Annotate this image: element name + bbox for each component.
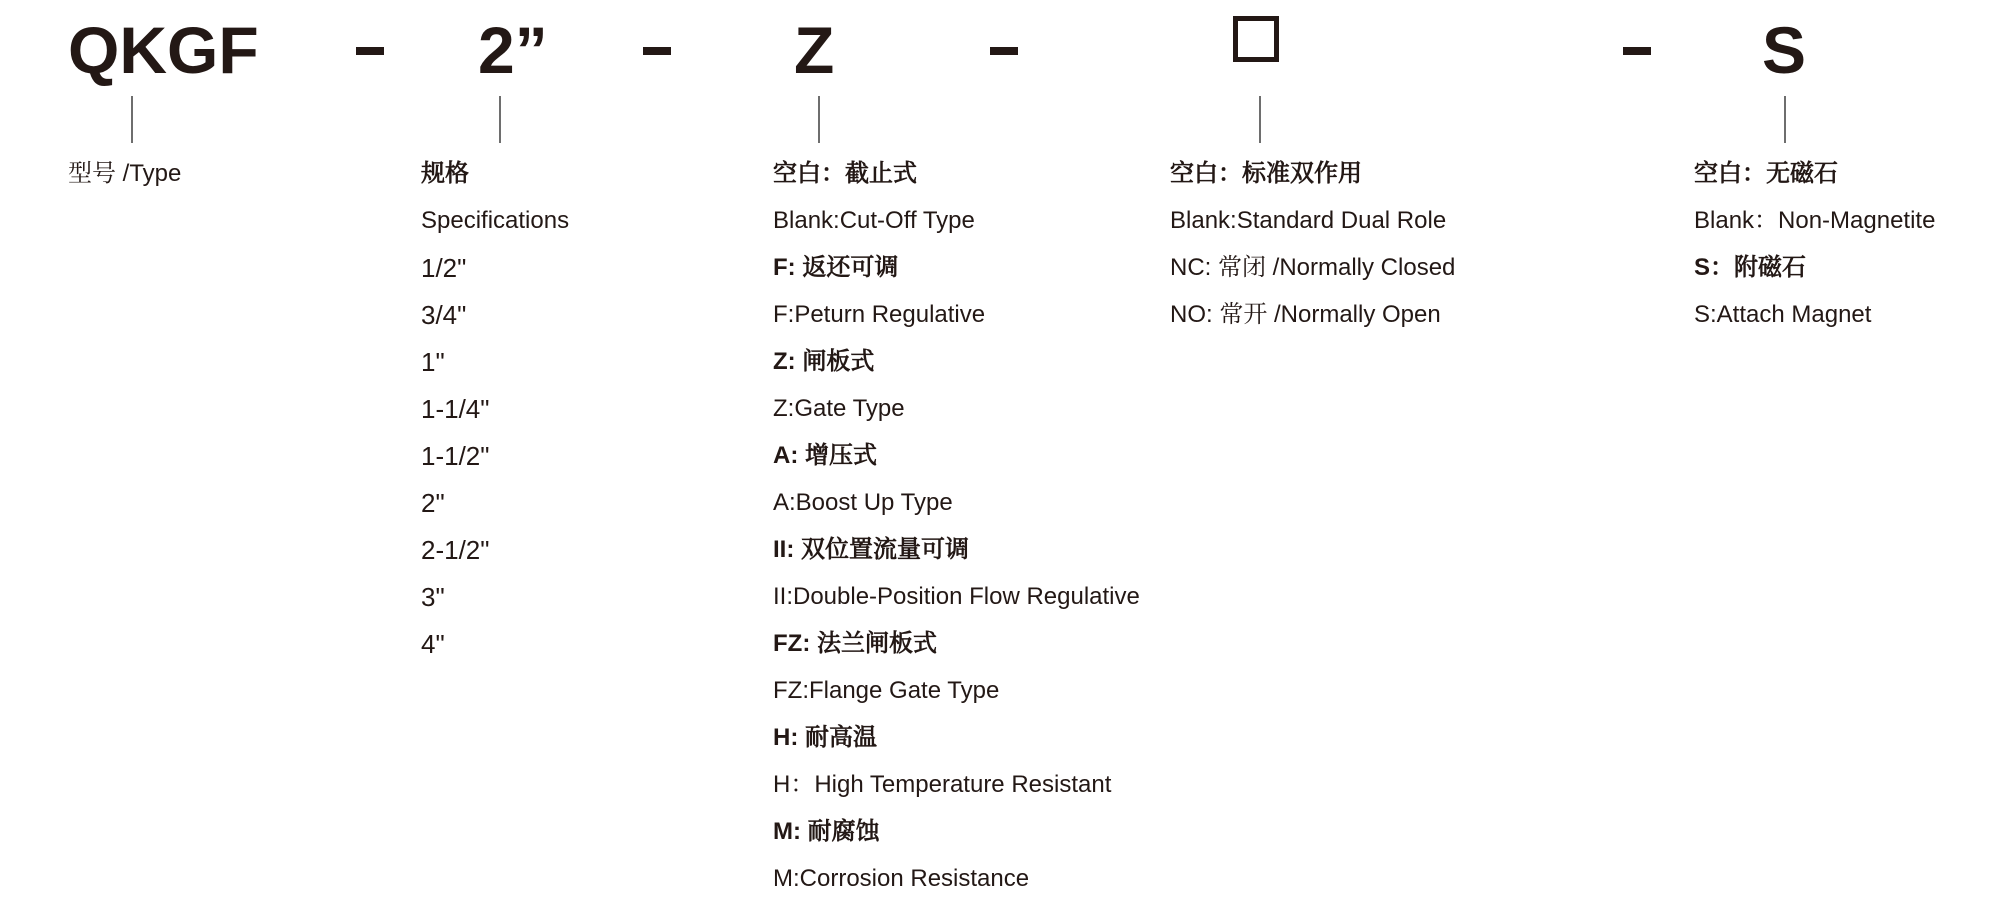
connector-line-function bbox=[818, 96, 820, 143]
connector-line-type bbox=[131, 96, 133, 143]
action-option-no: NO: 常开 /Normally Open bbox=[1170, 301, 1441, 328]
magnet-option-en: S:Attach Magnet bbox=[1694, 301, 1872, 328]
action-option-cn: 空白：标准双作用 bbox=[1170, 160, 1362, 187]
function-option-en: FZ:Flange Gate Type bbox=[773, 677, 1000, 704]
spec-size-item: 3/4" bbox=[421, 300, 467, 330]
function-option-cn: 空白：截止式 bbox=[773, 160, 917, 187]
function-option-en: II:Double-Position Flow Regulative bbox=[773, 583, 1140, 610]
spec-size-item: 1" bbox=[421, 347, 445, 377]
spec-size-item: 2-1/2" bbox=[421, 535, 490, 565]
function-option-en: M:Corrosion Resistance bbox=[773, 865, 1030, 892]
function-option-cn: FZ: 法兰闸板式 bbox=[773, 630, 937, 657]
type-label: 型号 /Type bbox=[68, 160, 182, 187]
action-option-nc: NC: 常闭 /Normally Closed bbox=[1170, 254, 1456, 281]
connector-line-magnet bbox=[1784, 96, 1786, 143]
function-column bbox=[773, 154, 1140, 906]
magnet-option-en: Blank：Non-Magnetite bbox=[1694, 207, 1936, 234]
connector-line-spec bbox=[499, 96, 501, 143]
type-column bbox=[68, 154, 181, 201]
function-option-cn: M: 耐腐蚀 bbox=[773, 818, 880, 845]
spec-heading-cn: 规格 bbox=[421, 160, 469, 187]
code-function: Z bbox=[794, 13, 835, 87]
spec-size-item: 2" bbox=[421, 488, 445, 518]
spec-size-item: 3" bbox=[421, 582, 445, 612]
code-type: QKGF bbox=[68, 13, 259, 87]
code-separator-dash bbox=[1623, 47, 1651, 55]
function-option-en: F:Peturn Regulative bbox=[773, 301, 986, 328]
code-separator-dash bbox=[356, 47, 384, 55]
code-separator-dash bbox=[990, 47, 1018, 55]
function-option-cn: Z: 闸板式 bbox=[773, 348, 875, 375]
function-option-cn: F: 返还可调 bbox=[773, 254, 899, 281]
function-option-en: H：High Temperature Resistant bbox=[773, 771, 1112, 798]
function-option-cn: II: 双位置流量可调 bbox=[773, 536, 969, 563]
function-option-en: Z:Gate Type bbox=[773, 395, 905, 422]
code-action-blank-box bbox=[1233, 16, 1279, 62]
function-option-en: A:Boost Up Type bbox=[773, 489, 953, 516]
function-option-cn: H: 耐高温 bbox=[773, 724, 877, 751]
connector-line-action bbox=[1259, 96, 1261, 143]
magnet-option-cn: S：附磁石 bbox=[1694, 254, 1807, 281]
code-separator-dash bbox=[643, 47, 671, 55]
specifications-column bbox=[421, 154, 569, 671]
function-option-en: Blank:Cut-Off Type bbox=[773, 207, 975, 234]
spec-size-item: 4" bbox=[421, 629, 445, 659]
magnet-column bbox=[1694, 154, 1935, 342]
spec-size-item: 1/2" bbox=[421, 253, 467, 283]
code-magnet: S bbox=[1762, 13, 1807, 87]
magnet-option-cn: 空白：无磁石 bbox=[1694, 160, 1838, 187]
spec-heading-en: Specifications bbox=[421, 207, 570, 234]
action-column bbox=[1170, 154, 1455, 342]
spec-size-item: 1-1/4" bbox=[421, 394, 490, 424]
action-option-en: Blank:Standard Dual Role bbox=[1170, 207, 1447, 234]
function-option-cn: A: 增压式 bbox=[773, 442, 877, 469]
code-spec: 2” bbox=[478, 13, 548, 87]
spec-size-item: 1-1/2" bbox=[421, 441, 490, 471]
